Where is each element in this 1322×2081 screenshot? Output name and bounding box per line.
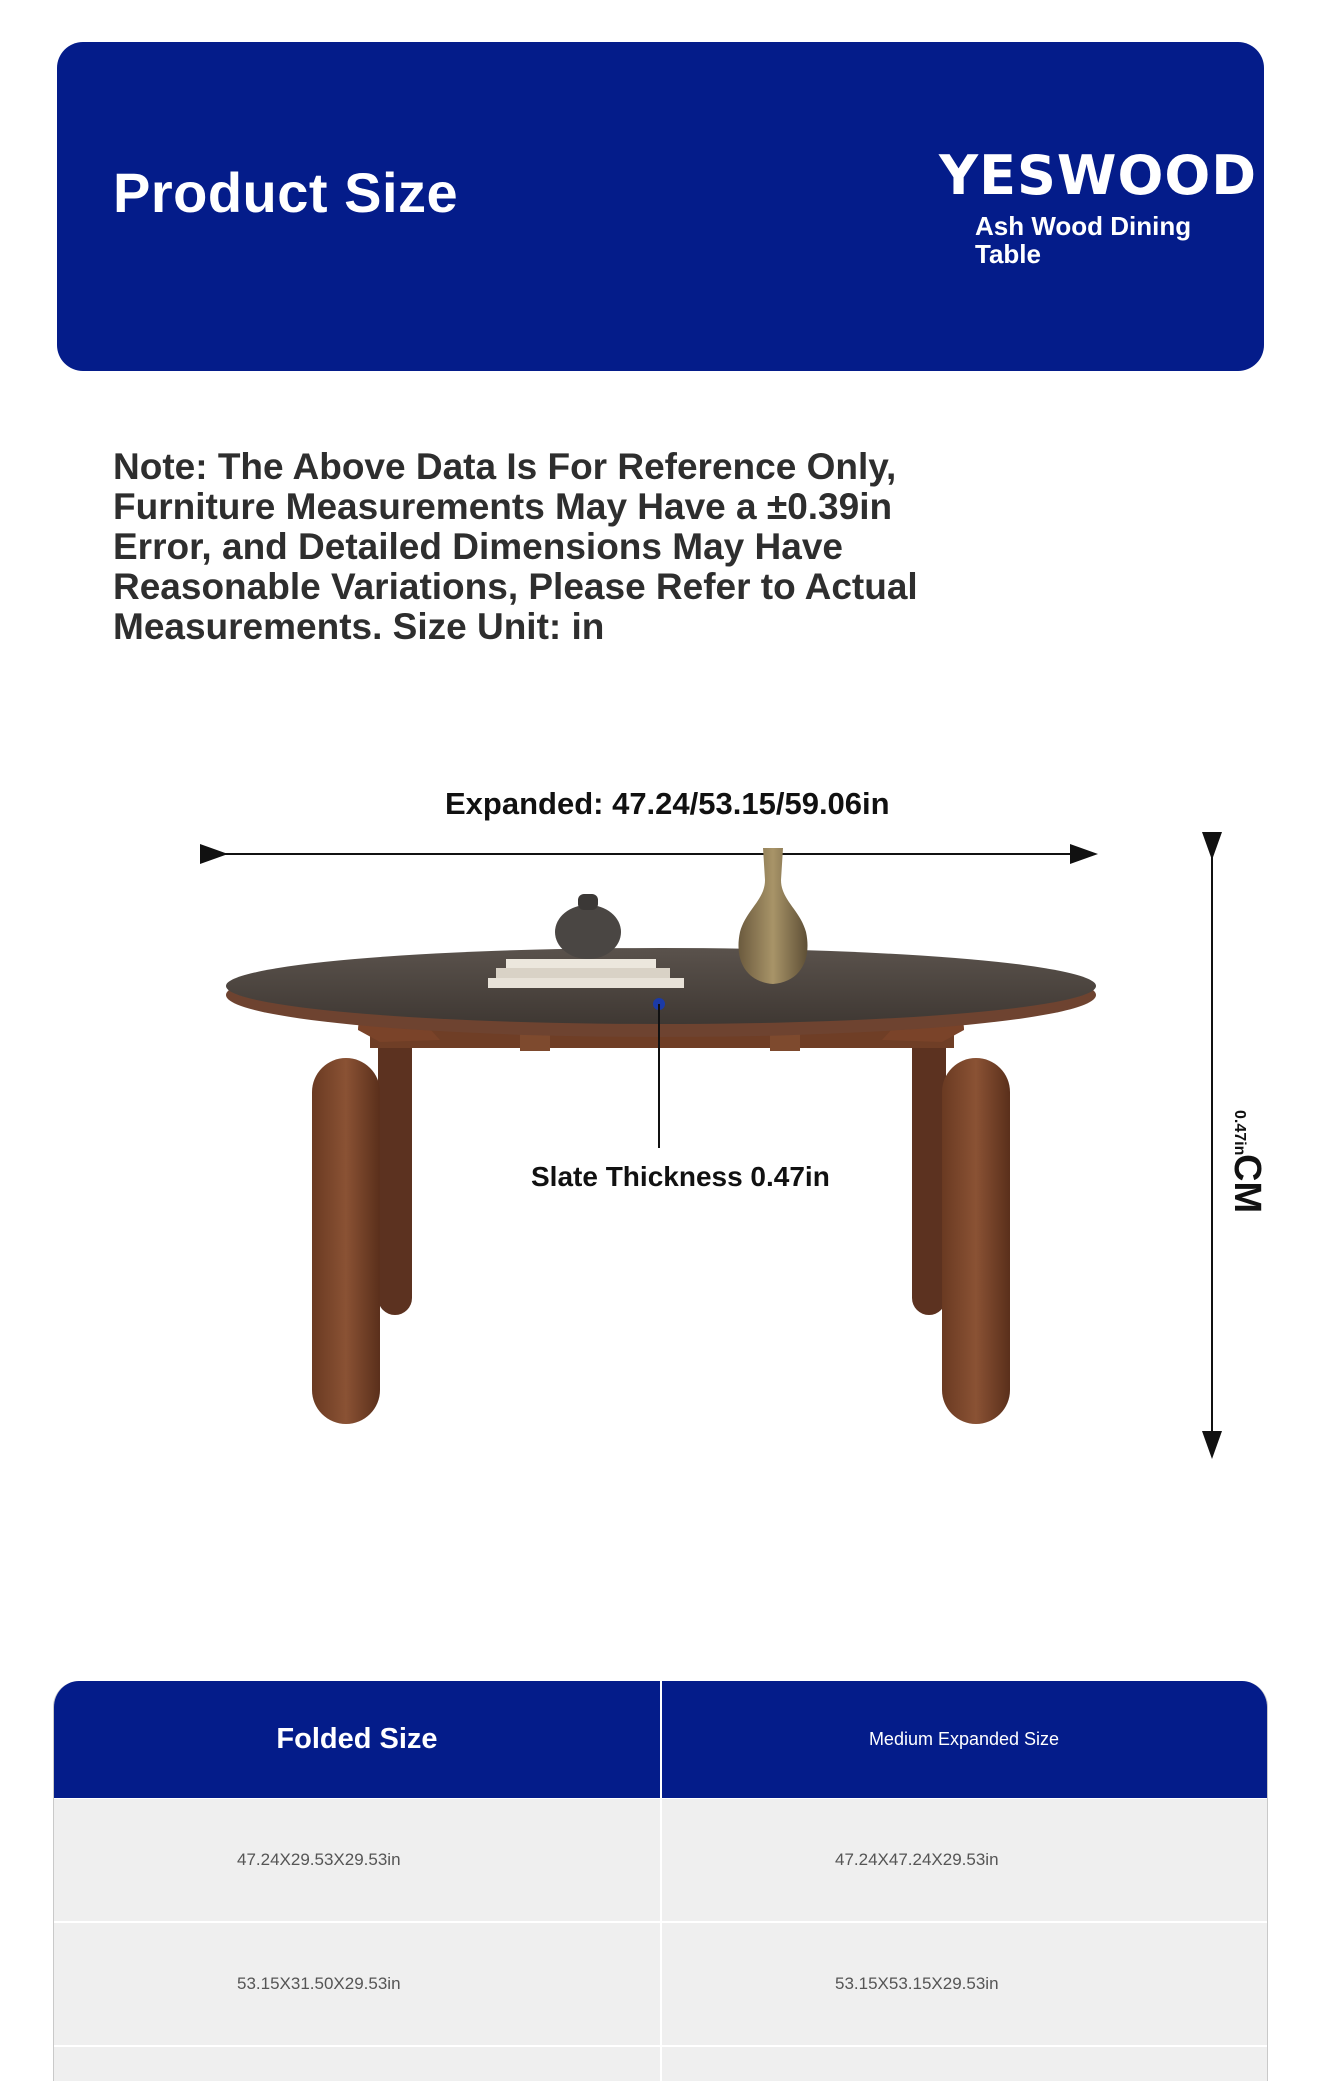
medium-expanded-size-header: Medium Expanded Size xyxy=(868,1729,1060,1749)
back-left-leg xyxy=(378,1025,412,1315)
round-pot-neck xyxy=(578,894,598,910)
book-top xyxy=(506,959,656,968)
dining-table-illustration xyxy=(0,760,1322,1500)
front-right-leg xyxy=(942,1058,1010,1424)
page-title: Product Size xyxy=(113,161,459,224)
size-table xyxy=(53,1681,1268,2081)
header-banner xyxy=(57,42,1264,371)
front-left-leg xyxy=(312,1058,380,1424)
slate-thickness-label: Slate Thickness 0.47in xyxy=(531,1161,830,1192)
column-divider xyxy=(660,1681,662,2081)
table-dimension-diagram xyxy=(0,760,1322,1500)
book-bottom xyxy=(488,978,684,988)
tall-vase xyxy=(738,848,807,984)
book-middle xyxy=(496,968,670,978)
table-cell: 47.24X29.53X29.53in xyxy=(237,1850,401,1869)
brand-logo: YESWOOD xyxy=(939,144,1258,207)
table-cell: 53.15X53.15X29.53in xyxy=(835,1974,999,1993)
table-cell: 47.24X47.24X29.53in xyxy=(835,1850,999,1869)
vertical-unit-glyph: CM xyxy=(1226,1154,1268,1214)
product-subtitle: Ash Wood Dining Table xyxy=(975,211,1192,269)
expanded-size-label: Expanded: 47.24/53.15/59.06in xyxy=(445,786,890,821)
reference-note: Note: The Above Data Is For Reference Only, Furniture Measurements May Have a ±0.39in Error, and Detailed Dimensions May Have Reasonable Variations, Please Refer to Actual Measurements. Size Unit: in xyxy=(113,446,918,647)
table-cell: 53.15X31.50X29.53in xyxy=(237,1974,401,1993)
back-right-leg xyxy=(912,1025,946,1315)
folded-size-header: Folded Size xyxy=(276,1723,438,1755)
round-pot xyxy=(555,905,621,959)
vertical-thickness-label: 0.47in xyxy=(1231,1110,1248,1156)
